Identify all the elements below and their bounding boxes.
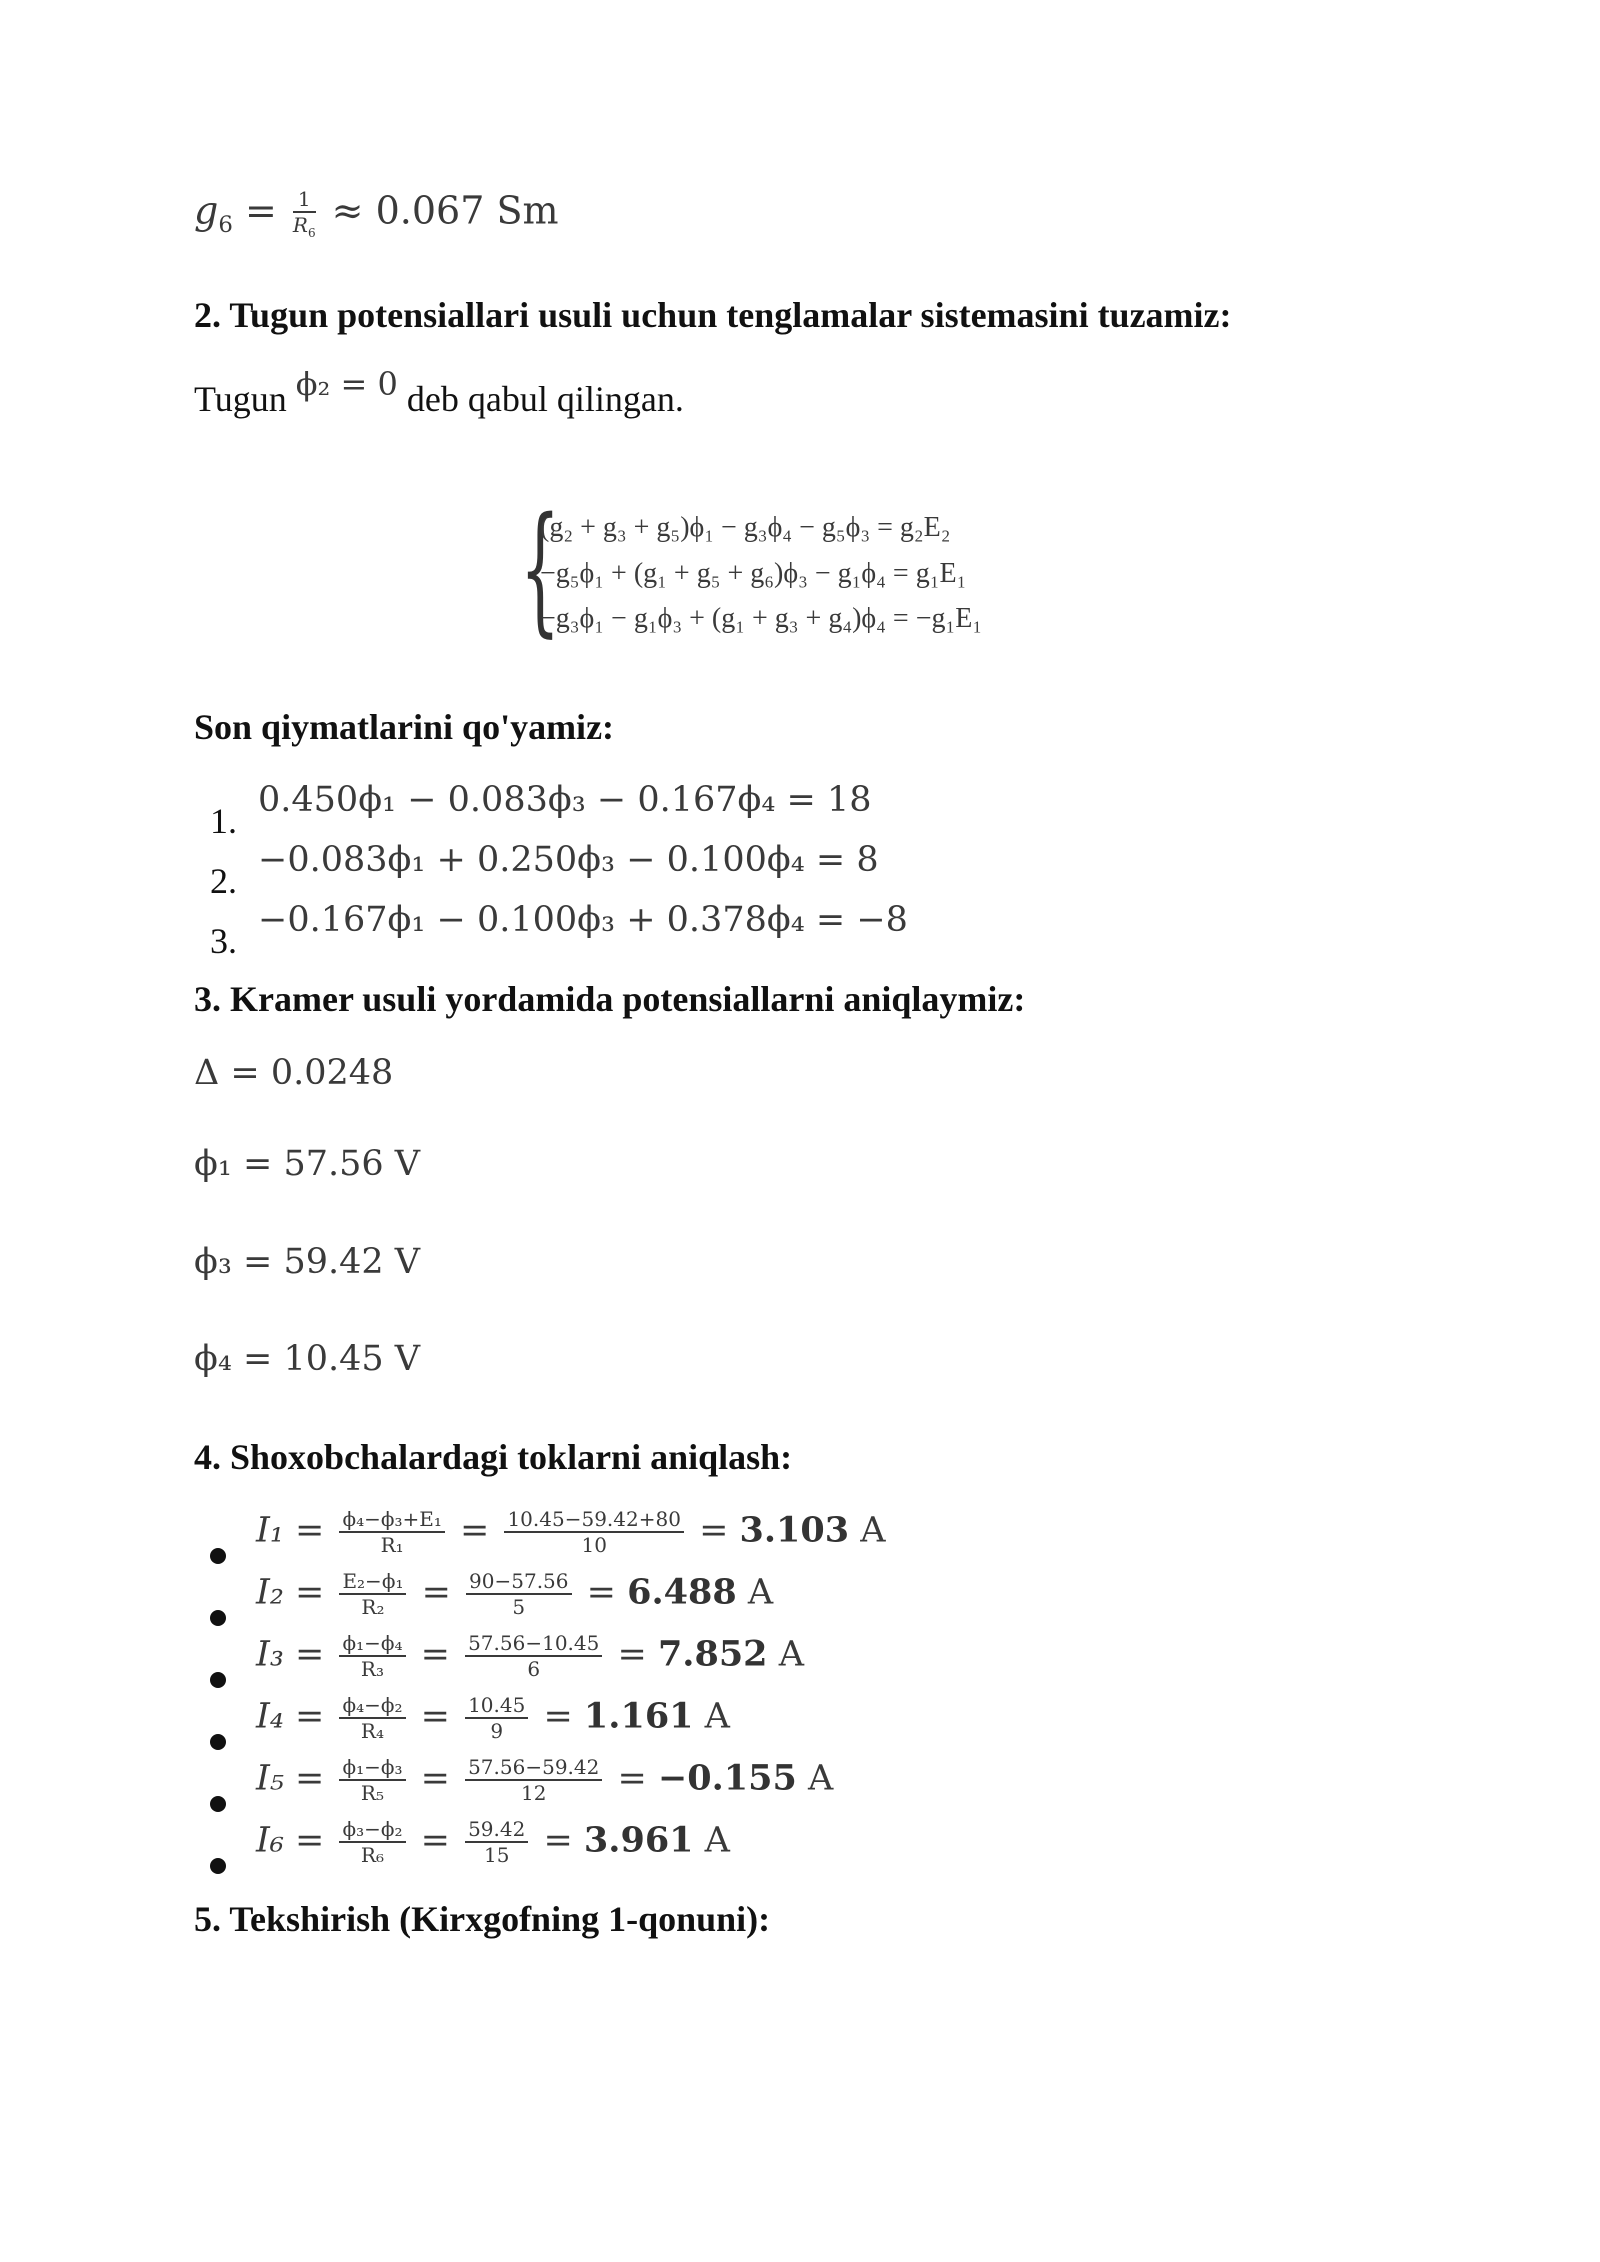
numeric-eq-3: −0.167ϕ₁ − 0.100ϕ₃ + 0.378ϕ₄ = −8 <box>258 900 908 940</box>
equation-system <box>520 488 1100 651</box>
list-bullet <box>210 1858 226 1874</box>
current-i6-result: 3.961 <box>583 1819 694 1861</box>
para-after: deb qabul qilingan. <box>406 379 684 419</box>
current-i5: I₅ = $\frac{\text{ϕ₁−ϕ₃}}{\text{R₅}}$ = $\frac{57.56-59.42}{12}$ = −0.155 A <box>256 1755 834 1805</box>
para-before: Tugun <box>194 379 287 419</box>
phi3-value: ϕ₃ = 59.42 V <box>194 1242 421 1282</box>
current-i3-result: 7.852 <box>657 1633 768 1675</box>
current-i4: I₄ = $\frac{\text{ϕ₄−ϕ₂}}{\text{R₄}}$ = $\frac{10.45}{9}$ = 1.161 A <box>256 1693 730 1743</box>
list-bullet <box>210 1796 226 1812</box>
g6-frac-num: 1 <box>293 188 316 213</box>
values-heading: Son qiymatlarini qo'yamiz: <box>194 707 615 747</box>
phi1-value: ϕ₁ = 57.56 V <box>194 1144 421 1184</box>
current-i1-result: 3.103 <box>739 1509 850 1551</box>
system-row-3: −g₃ϕ₁ − g₁ϕ₃ + (g₁ + g₃ + g₄)ϕ₄ = −g₁E₁ <box>540 603 983 634</box>
list-bullet <box>210 1610 226 1626</box>
section-2-heading: 2. Tugun potensiallari usuli uchun tenglamalar sistemasini tuzamiz: <box>194 295 1232 335</box>
numeric-eq-marker-1: 1. <box>210 801 237 841</box>
current-i2: I₂ = $\frac{\text{E₂−ϕ₁}}{\text{R₂}}$ = $\frac{90-57.56}{5}$ = 6.488 A <box>256 1569 774 1619</box>
system-row-1: (g₂ + g₃ + g₅)ϕ₁ − g₃ϕ₄ − g₅ϕ₃ = g₂E₂ <box>540 512 951 543</box>
current-i4-result: 1.161 <box>583 1695 694 1737</box>
delta-value: Δ = 0.0248 <box>194 1053 394 1093</box>
section-4-heading: 4. Shoxobchalardagi toklarni aniqlash: <box>194 1437 793 1477</box>
section-5-heading: 5. Tekshirish (Kirxgofning 1-qonuni): <box>194 1899 771 1939</box>
system-brace: { <box>520 488 561 651</box>
current-i1: I₁ = $\frac{\text{ϕ₄−ϕ₃+E₁}}{\text{R₁}}$ = $\frac{10.45-59.42+80}{10}$ = 3.103 A <box>256 1507 886 1557</box>
current-i6: I₆ = $\frac{\text{ϕ₃−ϕ₂}}{\text{R₆}}$ = $\frac{59.42}{15}$ = 3.961 A <box>256 1817 730 1867</box>
g6-frac-den: R <box>292 213 308 237</box>
section-2-paragraph <box>194 365 684 420</box>
numeric-eq-1: 0.450ϕ₁ − 0.083ϕ₃ − 0.167ϕ₄ = 18 <box>258 780 872 820</box>
g6-fraction: $\frac{1}{R_6}$ <box>292 187 316 240</box>
list-bullet <box>210 1734 226 1750</box>
current-i2-result: 6.488 <box>627 1571 737 1613</box>
numeric-eq-marker-2: 2. <box>210 861 237 901</box>
g6-var: g <box>194 188 219 233</box>
g6-formula: $g_6$ = $\frac{1}{R_6}$ ≈ 0.067 Sm <box>194 187 559 240</box>
numeric-eq-2: −0.083ϕ₁ + 0.250ϕ₃ − 0.100ϕ₄ = 8 <box>258 840 879 880</box>
system-row-2: −g₅ϕ₁ + (g₁ + g₅ + g₆)ϕ₃ − g₁ϕ₄ = g₁E₁ <box>540 558 967 589</box>
para-phi2-math: ϕ₂ = 0 <box>295 365 398 403</box>
list-bullet <box>210 1672 226 1688</box>
g6-approx: ≈ 0.067 Sm <box>331 188 559 233</box>
numeric-eq-marker-3: 3. <box>210 921 237 961</box>
current-i5-result: −0.155 <box>657 1757 797 1799</box>
current-i3: I₃ = $\frac{\text{ϕ₁−ϕ₄}}{\text{R₃}}$ = $\frac{57.56-10.45}{6}$ = 7.852 A <box>256 1631 804 1681</box>
phi4-value: ϕ₄ = 10.45 V <box>194 1339 421 1379</box>
section-3-heading: 3. Kramer usuli yordamida potensiallarni aniqlaymiz: <box>194 979 1026 1019</box>
g6-sub: 6 <box>218 212 233 239</box>
list-bullet <box>210 1548 226 1564</box>
